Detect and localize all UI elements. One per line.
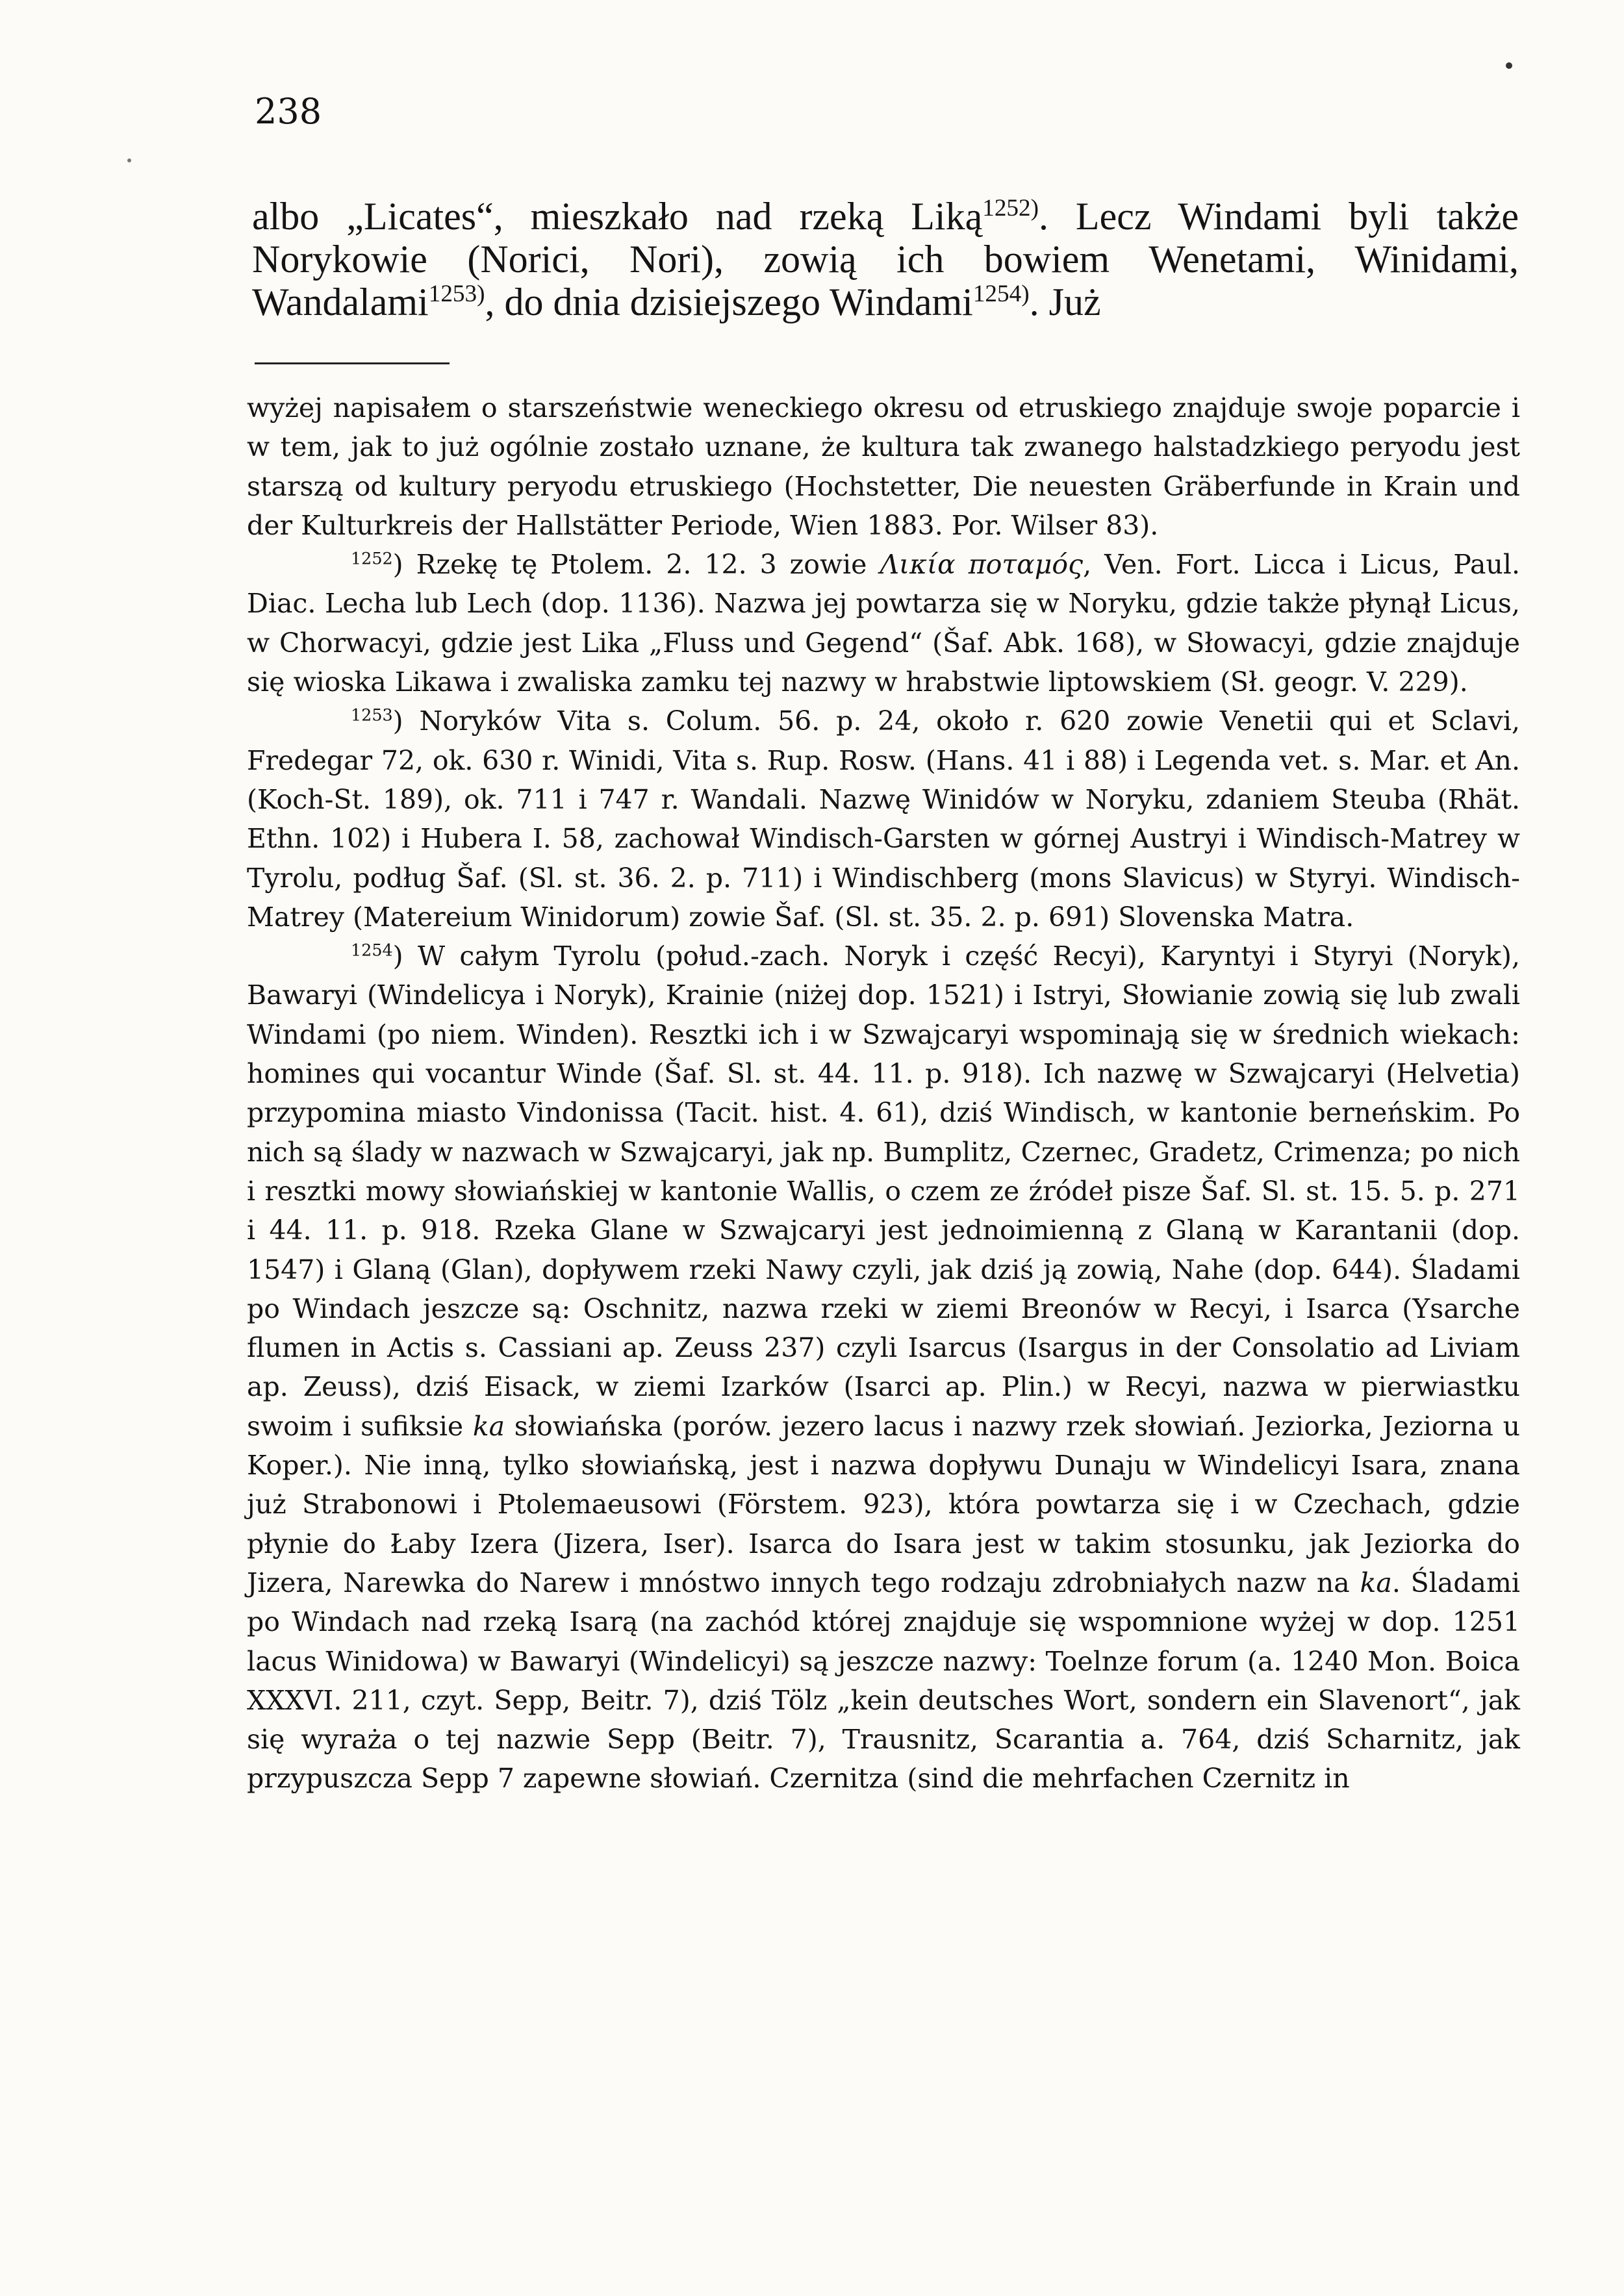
main-text-segment: albo „Licates“, mieszkało nad rzeką Liką (252, 195, 983, 238)
footnote-continuation (247, 388, 1520, 545)
footnote-1254 (247, 937, 1520, 1798)
main-paragraph (252, 195, 1519, 323)
footnote-ref-1253: 1253) (428, 281, 485, 307)
greek-text: Λικία ποταμός (880, 549, 1084, 581)
footnote-text: słowiańska (porów. jezero lacus i nazwy rzek słowiań. Jeziorka, Jeziorna u Koper.). Nie inną, tylko słowiańską, jest i nazwa dopływu Dunaju w Windelicyi Isara, znana już Strabonowi i Ptolemaeusowi (Förstem. 923), która powtarza się i w Czechach, gdzie płynie do Łaby Izera (Jizera, Iser). Isarca do Isara jest w takim stosunku, jak Jeziorka do Jizera, Narewka do Narew i mnóstwo innych tego rodzaju zdrobniałych nazw na (247, 1410, 1520, 1598)
footnote-text: ) Noryków Vita s. Colum. 56. p. 24, około r. 620 zowie Venetii qui et Sclavi, Fredegar 72, ok. 630 r. Winidi, Vita s. Rup. Rosw. (Hans. 41 i 88) i Legenda vet. s. Mar. et An. (Koch-St. 189), ok. 711 i 747 r. Wandali. Nazwę Winidów w Noryku, zdaniem Steuba (Rhät. Ethn. 102) i Hubera I. 58, zachował Windisch-Garsten w górnej Austryi i Windisch-Matrey w Tyrolu, podług Šaf. (Sl. st. 36. 2. p. 711) i Windischberg (mons Slavicus) w Styryi. Windisch-Matrey (Matereium Winidorum) zowie Šaf. (Sl. st. 35. 2. p. 691) Slovenska Matra. (247, 705, 1520, 933)
footnote-text: , Ven. Fort. Licca i Licus, Paul. Diac. Lecha lub Lech (dop. 1136). Nazwa jej powtarza się w Noryku, gdzie także płynął Licus, w Chorwacyi, gdzie jest Lika „Fluss und Gegend“ (Šaf. Abk. 168), w Słowacyi, gdzie znajduje się wioska Likawa i zwaliska zamku tej nazwy w hrabstwie liptowskiem (Sł. geogr. V. 229). (247, 549, 1520, 698)
main-text (252, 195, 1519, 323)
main-text-segment: , do dnia dzisiejszego Windami (485, 281, 973, 323)
ink-speck (127, 158, 131, 162)
footnote-number: 1254 (351, 940, 393, 960)
footnote-text: ) W całym Tyrolu (połud.-zach. Noryk i część Recyi), Karyntyi i Styryi (Noryk), Bawaryi (Windelicya i Noryk), Krainie (niżej dop. 1521) i Istryi, Słowianie zowią się lub zwali Windami (po niem. Winden). Resztki ich i w Szwajcaryi wspominają się w średnich wiekach: homines qui vocantur Winde (Šaf. Sl. st. 44. 11. p. 918). Ich nazwę w Szwajcaryi (Helvetia) przypomina miasto Vindonissa (Tacit. hist. 4. 61), dziś Windisch, w kantonie berneńskim. Po nich są ślady w nazwach w Szwajcaryi, jak np. Bumplitz, Czernec, Gradetz, Crimenza; po nich i resztki mowy słowiańskiej w kantonie Wallis, o czem ze źródeł pisze Šaf. Sl. st. 15. 5. p. 271 i 44. 11. p. 918. Rzeka Glane w Szwajcaryi jest jednoimienną z Glaną w Karantanii (dop. 1547) i Glaną (Glan), dopływem rzeki Nawy czyli, jak dziś ją zowią, Nahe (dop. 644). Śladami po Windach jeszcze są: Oschnitz, nazwa rzeki w ziemi Breonów w Recyi, i Isarca (Ysarche flumen in Actis s. Cassiani ap. Zeuss 237) czyli Isarcus (Isargus in der Consolatio ad Liviam ap. Zeuss), dziś Eisack, w ziemi Izarków (Isarci ap. Plin.) w Recyi, nazwa w pierwiastku swoim i sufiksie (247, 940, 1520, 1442)
italic-suffix: ka (472, 1410, 505, 1442)
footnote-text: . Śladami po Windach nad rzeką Isarą (na zachód której znajduje się wspomnione wyżej w dop. 1251 lacus Winidowa) w Bawaryi (Windelicyi) są jeszcze nazwy: Toelnze forum (a. 1240 Mon. Boica XXXVI. 211, czyt. Sepp, Beitr. 7), dziś Tölz „kein deutsches Wort, sondern ein Slavenort“, jak się wyraża o tej nazwie Sepp (Beitr. 7), Trausnitz, Scarantia a. 764, dziś Scharnitz, jak przypuszcza Sepp 7 zapewne słowiań. Czernitza (sind die mehrfachen Czernitz in (247, 1567, 1520, 1795)
footnote-text: wyżej napisałem o starszeństwie weneckiego okresu od etruskiego znajduje swoje poparcie i w tem, jak to już ogólnie zostało uznane, że kultura tak zwanego halstadzkiego peryodu jest starszą od kultury peryodu etruskiego (Hochstetter, Die neuesten Gräberfunde in Krain und der Kulturkreis der Hallstätter Periode, Wien 1883. Por. Wilser 83). (247, 392, 1520, 541)
page-number: 238 (255, 91, 322, 132)
footnote-number: 1253 (351, 705, 393, 725)
main-text-segment: . Już (1029, 281, 1101, 323)
footnotes (247, 388, 1520, 1798)
footnote-number: 1252 (351, 548, 393, 568)
footnote-ref-1252: 1252) (982, 195, 1039, 221)
footnote-1253 (247, 701, 1520, 937)
ink-speck (1506, 62, 1512, 69)
footnote-text: ) Rzekę tę Ptolem. 2. 12. 3 zowie (392, 549, 880, 581)
footnote-ref-1254: 1254) (972, 281, 1030, 307)
main-text-segment: . Lecz Windami byli także Norykowie (Norici, Nori), zowią ich bowiem Wenetami, Winidami, Wandalami (252, 195, 1519, 323)
italic-suffix: ka (1360, 1567, 1392, 1598)
footnote-separator (255, 362, 450, 364)
footnote-1252 (247, 545, 1520, 701)
